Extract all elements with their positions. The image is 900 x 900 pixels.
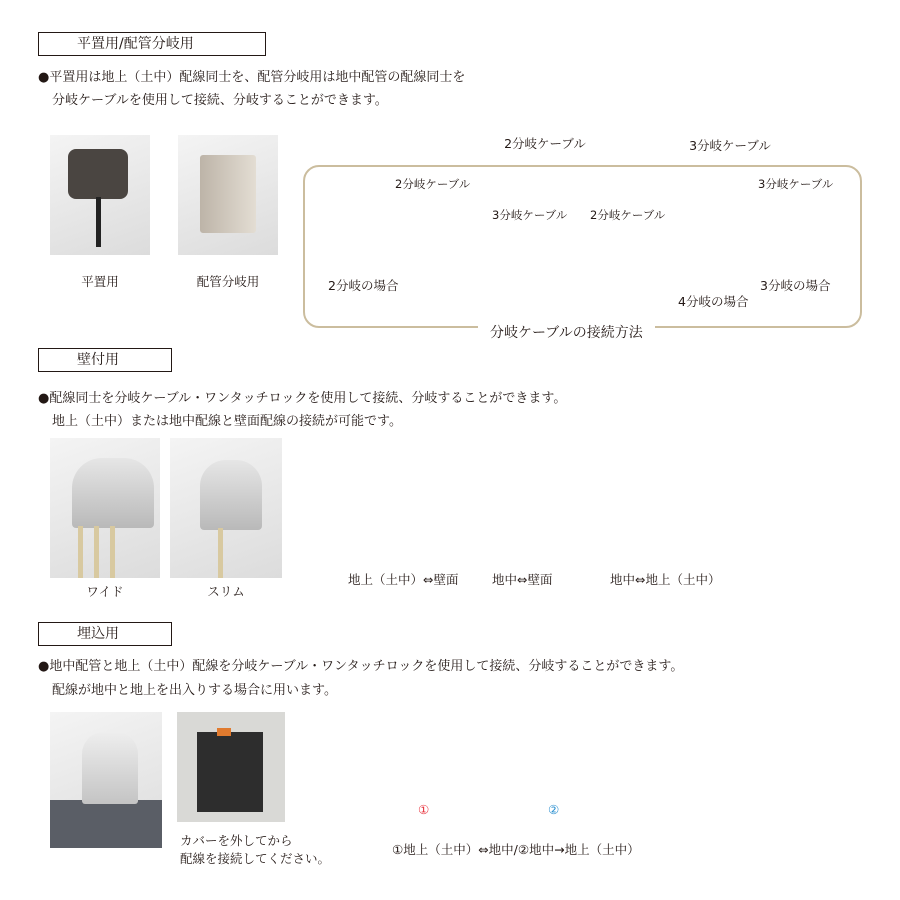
section1-desc-2: 分岐ケーブルを使用して接続、分岐することができます。 xyxy=(52,93,388,108)
two-branch-cable-label: 2分岐ケーブル xyxy=(504,136,586,151)
flat-product-photo xyxy=(50,135,150,255)
embedded-diagram-label: ①地上（土中）⇔地中/②地中→地上（土中） xyxy=(392,842,640,857)
embedded-product-photo xyxy=(50,712,162,848)
pipe-branch-label: 配管分岐用 xyxy=(196,274,260,289)
section2-desc-1: ●配線同士を分岐ケーブル・ワンタッチロックを使用して接続、分岐することができます。 xyxy=(38,391,567,406)
flat-label: 平置用 xyxy=(81,274,119,289)
three-branch-cable-label: 3分岐ケーブル xyxy=(689,138,771,153)
section-header-embedded: 埋込用 xyxy=(38,622,172,646)
section-header-flat: 平置用/配管分岐用 xyxy=(38,32,266,56)
embedded-inside-photo xyxy=(177,712,285,822)
method-label-3branch-b: 3分岐ケーブル xyxy=(758,177,834,191)
diagram-label-underground-wall: 地中⇔壁面 xyxy=(492,572,553,587)
diagram-label-ground-wall: 地上（土中）⇔壁面 xyxy=(348,572,459,587)
method-label-2branch-b: 2分岐ケーブル xyxy=(590,208,666,222)
wide-product-photo xyxy=(50,438,160,578)
method-label-3branch-a: 3分岐ケーブル xyxy=(492,208,568,222)
pipe-branch-product-photo xyxy=(178,135,278,255)
section1-desc-1: ●平置用は地上（土中）配線同士を、配管分岐用は地中配管の配線同士を xyxy=(38,70,466,85)
slim-product-photo xyxy=(170,438,282,578)
section3-desc-2: 配線が地中と地上を出入りする場合に用います。 xyxy=(52,683,337,698)
section-header-wall: 壁付用 xyxy=(38,348,172,372)
photo-caption-1: カバーを外してから xyxy=(180,833,293,848)
photo-caption-2: 配線を接続してください。 xyxy=(180,851,331,866)
diagram-label-underground-ground: 地中⇔地上（土中） xyxy=(610,572,721,587)
slim-label: スリム xyxy=(207,584,245,599)
method-label-2branch: 2分岐ケーブル xyxy=(395,177,471,191)
route-1-mark: ① xyxy=(418,802,430,817)
connection-method-caption: 分岐ケーブルの接続方法 xyxy=(478,322,655,342)
wide-label: ワイド xyxy=(86,584,124,599)
case-2branch: 2分岐の場合 xyxy=(328,278,399,293)
route-2-mark: ② xyxy=(548,802,560,817)
case-3branch: 3分岐の場合 xyxy=(760,278,831,293)
section3-desc-1: ●地中配管と地上（土中）配線を分岐ケーブル・ワンタッチロックを使用して接続、分岐することができます。 xyxy=(38,659,684,674)
case-4branch: 4分岐の場合 xyxy=(678,294,749,309)
section2-desc-2: 地上（土中）または地中配線と壁面配線の接続が可能です。 xyxy=(52,414,402,429)
